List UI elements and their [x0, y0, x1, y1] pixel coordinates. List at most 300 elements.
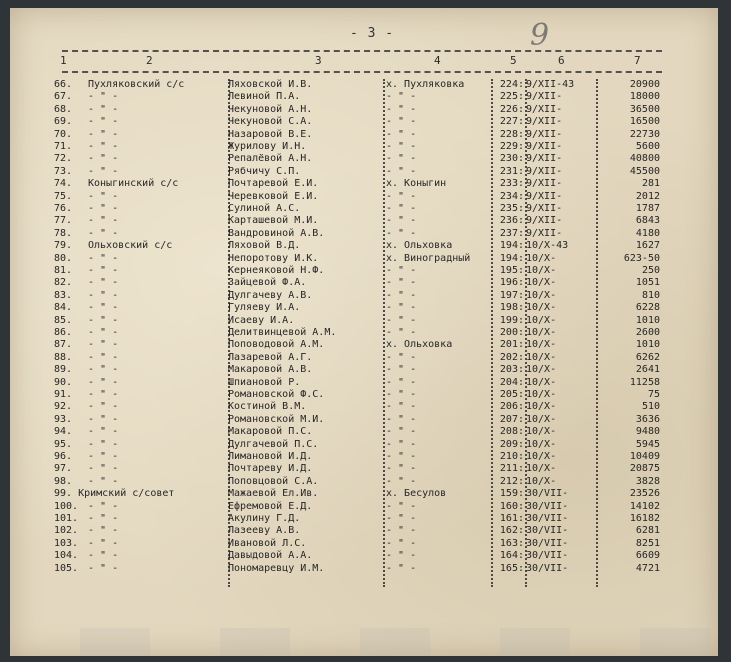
row-number: 79.: [54, 240, 73, 252]
village-council: - " -: [88, 438, 119, 450]
recipient-name: Левиной П.А.: [228, 91, 301, 103]
amount: 6609: [635, 550, 660, 562]
settlement: - " -: [386, 537, 417, 549]
village-council: - " -: [88, 116, 119, 128]
column-header: 6: [558, 54, 565, 67]
village-council: - " -: [88, 128, 119, 140]
settlement: - " -: [386, 215, 417, 227]
row-number: 104.: [54, 550, 79, 562]
table-row: [0, 327, 731, 338]
record-date: 9/XII-: [526, 103, 563, 115]
village-council: - " -: [88, 141, 119, 152]
amount: 36500: [629, 103, 660, 115]
settlement: - " -: [386, 475, 417, 487]
amount: 3636: [635, 413, 660, 425]
amount: 23526: [629, 488, 660, 500]
table-row: [0, 290, 731, 301]
record-date: 10/X-: [526, 314, 557, 326]
column-headers: [0, 54, 731, 68]
row-number: 70.: [54, 128, 73, 140]
row-number: 72.: [54, 153, 73, 165]
village-council: - " -: [88, 314, 119, 326]
record-number: 225:: [499, 91, 524, 103]
record-number: 201:: [499, 339, 524, 351]
row-number: 75.: [54, 190, 73, 202]
record-date: 10/X-: [526, 339, 557, 351]
record-date: 9/XII-: [526, 165, 563, 177]
record-number: 195:: [499, 265, 524, 276]
amount: 14102: [629, 500, 660, 512]
record-number: 229:: [499, 141, 524, 152]
settlement: - " -: [386, 376, 417, 388]
village-council: - " -: [88, 451, 119, 462]
settlement: - " -: [386, 277, 417, 289]
row-number: 94.: [54, 426, 73, 438]
settlement: х. Пухляковка: [386, 79, 465, 90]
record-number: 194:: [499, 252, 524, 264]
record-date: 30/VII-: [526, 550, 569, 562]
table-row: [0, 538, 731, 549]
record-date: 10/X-: [526, 265, 557, 276]
row-number: 66.: [54, 79, 73, 90]
amount: 22730: [629, 128, 660, 140]
header-rule-bottom: [62, 71, 662, 73]
amount: 16500: [629, 116, 660, 128]
row-number: 67.: [54, 91, 73, 103]
record-date: 9/XII-: [526, 227, 563, 239]
amount: 10409: [629, 451, 660, 462]
recipient-name: Поповодовой А.М.: [228, 339, 325, 351]
recipient-name: Чекуновой А.Н.: [228, 103, 313, 115]
village-council: - " -: [88, 265, 119, 276]
recipient-name: Назаровой В.Е.: [228, 128, 313, 140]
amount: 20875: [629, 463, 660, 475]
settlement: - " -: [386, 289, 417, 301]
village-council: - " -: [88, 277, 119, 289]
settlement: х. Коныгин: [386, 178, 447, 190]
record-date: 30/VII-: [526, 488, 569, 500]
row-number: 93.: [54, 413, 73, 425]
row-number: 85.: [54, 314, 73, 326]
row-number: 88.: [54, 351, 73, 363]
record-number: 209:: [499, 438, 524, 450]
table-row: [0, 488, 731, 499]
table-row: [0, 228, 731, 239]
table-row: [0, 166, 731, 177]
village-council: - " -: [88, 562, 119, 574]
record-number: 210:: [499, 451, 524, 462]
record-number: 164:: [499, 550, 524, 562]
settlement: - " -: [386, 141, 417, 152]
record-number: 204:: [499, 376, 524, 388]
recipient-name: Почтаревой Е.И.: [228, 178, 319, 190]
recipient-name: Пономаревцу И.М.: [228, 562, 325, 574]
recipient-name: Делитвинцевой А.М.: [228, 327, 337, 338]
record-number: 234:: [499, 190, 524, 202]
village-council: - " -: [88, 327, 119, 338]
table-row: [0, 563, 731, 574]
table-row: [0, 265, 731, 276]
settlement: х. Виноградный: [386, 252, 471, 264]
settlement: - " -: [386, 128, 417, 140]
record-number: 208:: [499, 426, 524, 438]
amount: 1787: [635, 203, 660, 214]
amount: 40800: [629, 153, 660, 165]
recipient-name: Романовской Ф.С.: [228, 389, 325, 400]
recipient-name: Лимановой И.Д.: [228, 451, 313, 462]
record-date: 10/X-: [526, 451, 557, 462]
recipient-name: Непоротову И.К.: [228, 252, 319, 264]
recipient-name: Макаровой П.С.: [228, 426, 313, 438]
table-row: [0, 550, 731, 561]
record-number: 228:: [499, 128, 524, 140]
record-date: 9/XII-: [526, 141, 563, 152]
record-date: 10/X-: [526, 413, 557, 425]
settlement: х. Бесулов: [386, 488, 447, 500]
header-rule-top: [62, 50, 662, 52]
record-number: 224:: [499, 79, 524, 90]
village-council: Коныгинский с/с: [88, 178, 179, 190]
recipient-name: Давыдовой А.А.: [228, 550, 313, 562]
row-number: 95.: [54, 438, 73, 450]
table-row: [0, 414, 731, 425]
settlement: - " -: [386, 364, 417, 376]
record-number: 203:: [499, 364, 524, 376]
amount: 6281: [635, 525, 660, 537]
record-date: 9/XII-: [526, 215, 563, 227]
record-number: 237:: [499, 227, 524, 239]
record-number: 163:: [499, 537, 524, 549]
amount: 1051: [635, 277, 660, 289]
settlement: - " -: [386, 463, 417, 475]
record-date: 9/XII-: [526, 128, 563, 140]
record-number: 211:: [499, 463, 524, 475]
table-row: [0, 191, 731, 202]
record-date: 9/XII-: [526, 153, 563, 165]
record-date: 10/X-: [526, 389, 557, 400]
table-row: [0, 513, 731, 524]
recipient-name: Журилову И.Н.: [228, 141, 307, 152]
column-header: 4: [434, 54, 441, 67]
record-date: 30/VII-: [526, 525, 569, 537]
amount: 4180: [635, 227, 660, 239]
settlement: х. Ольховка: [386, 339, 453, 351]
record-number: 233:: [499, 178, 524, 190]
village-council: - " -: [88, 376, 119, 388]
village-council: - " -: [88, 153, 119, 165]
record-date: 9/XII-: [526, 116, 563, 128]
row-number: 69.: [54, 116, 73, 128]
recipient-name: Мажаевой Ел.Ив.: [228, 488, 319, 500]
table-row: [0, 389, 731, 400]
record-number: 162:: [499, 525, 524, 537]
settlement: х. Ольховка: [386, 240, 453, 252]
amount: 4721: [635, 562, 660, 574]
settlement: - " -: [386, 562, 417, 574]
recipient-name: Поповцовой С.А.: [228, 475, 319, 487]
table-row: [0, 352, 731, 363]
village-council: - " -: [88, 302, 119, 314]
record-date: 10/X-: [526, 438, 557, 450]
recipient-name: Гуляеву И.А.: [228, 302, 301, 314]
amount: 16182: [629, 513, 660, 524]
record-number: 200:: [499, 327, 524, 338]
row-number: 78.: [54, 227, 73, 239]
amount: 6262: [635, 351, 660, 363]
amount: 45500: [629, 165, 660, 177]
amount: 9480: [635, 426, 660, 438]
village-council: - " -: [88, 165, 119, 177]
column-header: 7: [634, 54, 641, 67]
table-row: [0, 302, 731, 313]
village-council: - " -: [88, 413, 119, 425]
record-number: 161:: [499, 513, 524, 524]
amount: 2641: [635, 364, 660, 376]
village-council: - " -: [88, 203, 119, 214]
record-date: 10/X-: [526, 463, 557, 475]
record-number: 198:: [499, 302, 524, 314]
column-header: 1: [60, 54, 67, 67]
amount: 2012: [635, 190, 660, 202]
record-number: 194:: [499, 240, 524, 252]
row-number: 68.: [54, 103, 73, 115]
record-number: 165:: [499, 562, 524, 574]
table-row: [0, 476, 731, 487]
record-number: 199:: [499, 314, 524, 326]
recipient-name: Почтареву И.Д.: [228, 463, 313, 475]
table-row: [0, 525, 731, 536]
table-row: [0, 401, 731, 412]
settlement: - " -: [386, 525, 417, 537]
table-row: [0, 153, 731, 164]
row-number: 76.: [54, 203, 73, 214]
row-number: 73.: [54, 165, 73, 177]
recipient-name: Исаеву И.А.: [228, 314, 295, 326]
record-number: 231:: [499, 165, 524, 177]
record-date: 9/XII-: [526, 190, 563, 202]
settlement: - " -: [386, 451, 417, 462]
record-date: 10/X-: [526, 376, 557, 388]
table-row: [0, 315, 731, 326]
record-number: 235:: [499, 203, 524, 214]
village-council: - " -: [88, 339, 119, 351]
page-number: - 3 -: [350, 26, 395, 41]
row-number: 77.: [54, 215, 73, 227]
table-row: [0, 129, 731, 140]
recipient-name: Рябчичу С.П.: [228, 165, 301, 177]
record-number: 236:: [499, 215, 524, 227]
record-date: 10/X-: [526, 277, 557, 289]
record-number: 160:: [499, 500, 524, 512]
table-row: [0, 79, 731, 90]
recipient-name: Шпиановой Р.: [228, 376, 301, 388]
amount: 2600: [635, 327, 660, 338]
column-header: 2: [146, 54, 153, 67]
recipient-name: Сулиной А.С.: [228, 203, 301, 214]
table-row: [0, 91, 731, 102]
record-number: 197:: [499, 289, 524, 301]
row-number: 80.: [54, 252, 73, 264]
settlement: - " -: [386, 227, 417, 239]
amount: 11258: [629, 376, 660, 388]
village-council: - " -: [88, 103, 119, 115]
row-number: 74.: [54, 178, 73, 190]
row-number: 96.: [54, 451, 73, 462]
record-date: 30/VII-: [526, 537, 569, 549]
recipient-name: Дулгачеву А.В.: [228, 289, 313, 301]
record-date: 9/XII-: [526, 203, 563, 214]
amount: 623-50: [623, 252, 660, 264]
record-date: 10/X-: [526, 327, 557, 338]
row-number: 90.: [54, 376, 73, 388]
record-number: 230:: [499, 153, 524, 165]
amount: 1010: [635, 339, 660, 351]
row-number: 89.: [54, 364, 73, 376]
record-number: 202:: [499, 351, 524, 363]
record-date: 30/VII-: [526, 562, 569, 574]
table-row: [0, 439, 731, 450]
table-row: [0, 215, 731, 226]
row-number: 92.: [54, 401, 73, 413]
recipient-name: Ефремовой Е.Д.: [228, 500, 313, 512]
village-council: - " -: [88, 537, 119, 549]
record-date: 10/X-: [526, 475, 557, 487]
village-council: - " -: [88, 215, 119, 227]
row-number: 99. Кримский с/совет: [54, 488, 175, 500]
record-number: 196:: [499, 277, 524, 289]
settlement: - " -: [386, 153, 417, 165]
row-number: 97.: [54, 463, 73, 475]
amount: 75: [647, 389, 660, 400]
record-number: 212:: [499, 475, 524, 487]
table-row: [0, 116, 731, 127]
settlement: - " -: [386, 314, 417, 326]
record-date: 9/XII-43: [526, 79, 575, 90]
settlement: - " -: [386, 327, 417, 338]
recipient-name: Романовской М.И.: [228, 413, 325, 425]
settlement: - " -: [386, 413, 417, 425]
row-number: 83.: [54, 289, 73, 301]
village-council: - " -: [88, 389, 119, 400]
pencil-annotation: 9: [530, 18, 550, 53]
recipient-name: Дулгачевой П.С.: [228, 438, 319, 450]
village-council: - " -: [88, 401, 119, 413]
settlement: - " -: [386, 438, 417, 450]
record-number: 205:: [499, 389, 524, 400]
amount: 1010: [635, 314, 660, 326]
row-number: 84.: [54, 302, 73, 314]
row-number: 105.: [54, 562, 79, 574]
recipient-name: Макаровой А.В.: [228, 364, 313, 376]
settlement: - " -: [386, 401, 417, 413]
row-number: 82.: [54, 277, 73, 289]
amount: 6228: [635, 302, 660, 314]
table-row: [0, 377, 731, 388]
amount: 6843: [635, 215, 660, 227]
amount: 8251: [635, 537, 660, 549]
record-date: 10/X-: [526, 426, 557, 438]
recipient-name: Репалёвой А.Н.: [228, 153, 313, 165]
settlement: - " -: [386, 203, 417, 214]
recipient-name: Ляховской И.В.: [228, 79, 313, 90]
record-date: 10/X-: [526, 364, 557, 376]
settlement: - " -: [386, 550, 417, 562]
recipient-name: Черевковой Е.И.: [228, 190, 319, 202]
village-council: - " -: [88, 227, 119, 239]
settlement: - " -: [386, 389, 417, 400]
amount: 250: [641, 265, 660, 276]
table-row: [0, 240, 731, 251]
column-header: 5: [510, 54, 517, 67]
record-date: 30/VII-: [526, 500, 569, 512]
record-number: 159:: [499, 488, 524, 500]
settlement: - " -: [386, 302, 417, 314]
village-council: - " -: [88, 550, 119, 562]
recipient-name: Акулину Г.Д.: [228, 513, 301, 524]
record-date: 9/XII-: [526, 91, 563, 103]
recipient-name: Костиной В.М.: [228, 401, 307, 413]
settlement: - " -: [386, 265, 417, 276]
row-number: 101.: [54, 513, 79, 524]
village-council: - " -: [88, 351, 119, 363]
settlement: - " -: [386, 190, 417, 202]
row-number: 91.: [54, 389, 73, 400]
record-date: 10/X-: [526, 401, 557, 413]
amount: 20900: [629, 79, 660, 90]
recipient-name: Чекуновой С.А.: [228, 116, 313, 128]
record-date: 10/X-: [526, 351, 557, 363]
village-council: - " -: [88, 463, 119, 475]
recipient-name: Ивановой Л.С.: [228, 537, 307, 549]
village-council: - " -: [88, 252, 119, 264]
settlement: - " -: [386, 91, 417, 103]
record-number: 206:: [499, 401, 524, 413]
village-council: - " -: [88, 364, 119, 376]
recipient-name: Вандровиной А.В.: [228, 227, 325, 239]
village-council: - " -: [88, 500, 119, 512]
village-council: Пухляковский с/с: [88, 79, 185, 90]
settlement: - " -: [386, 165, 417, 177]
amount: 1627: [635, 240, 660, 252]
column-header: 3: [315, 54, 322, 67]
village-council: - " -: [88, 426, 119, 438]
recipient-name: Зайцевой Ф.А.: [228, 277, 307, 289]
village-council: - " -: [88, 513, 119, 524]
recipient-name: Лазееву А.В.: [228, 525, 301, 537]
amount: 18000: [629, 91, 660, 103]
record-date: 9/XII-: [526, 178, 563, 190]
row-number: 87.: [54, 339, 73, 351]
row-number: 103.: [54, 537, 79, 549]
amount: 5600: [635, 141, 660, 152]
amount: 5945: [635, 438, 660, 450]
row-number: 102.: [54, 525, 79, 537]
settlement: - " -: [386, 500, 417, 512]
village-council: - " -: [88, 190, 119, 202]
recipient-name: Лазаревой А.Г.: [228, 351, 313, 363]
amount: 3828: [635, 475, 660, 487]
village-council: - " -: [88, 91, 119, 103]
recipient-name: Кернеяковой Н.Ф.: [228, 265, 325, 276]
table-row: [0, 451, 731, 462]
settlement: - " -: [386, 426, 417, 438]
row-number: 81.: [54, 265, 73, 276]
row-number: 100.: [54, 500, 79, 512]
record-date: 10/X-43: [526, 240, 569, 252]
record-date: 30/VII-: [526, 513, 569, 524]
recipient-name: Карташевой М.И.: [228, 215, 319, 227]
table-row: [0, 141, 731, 152]
